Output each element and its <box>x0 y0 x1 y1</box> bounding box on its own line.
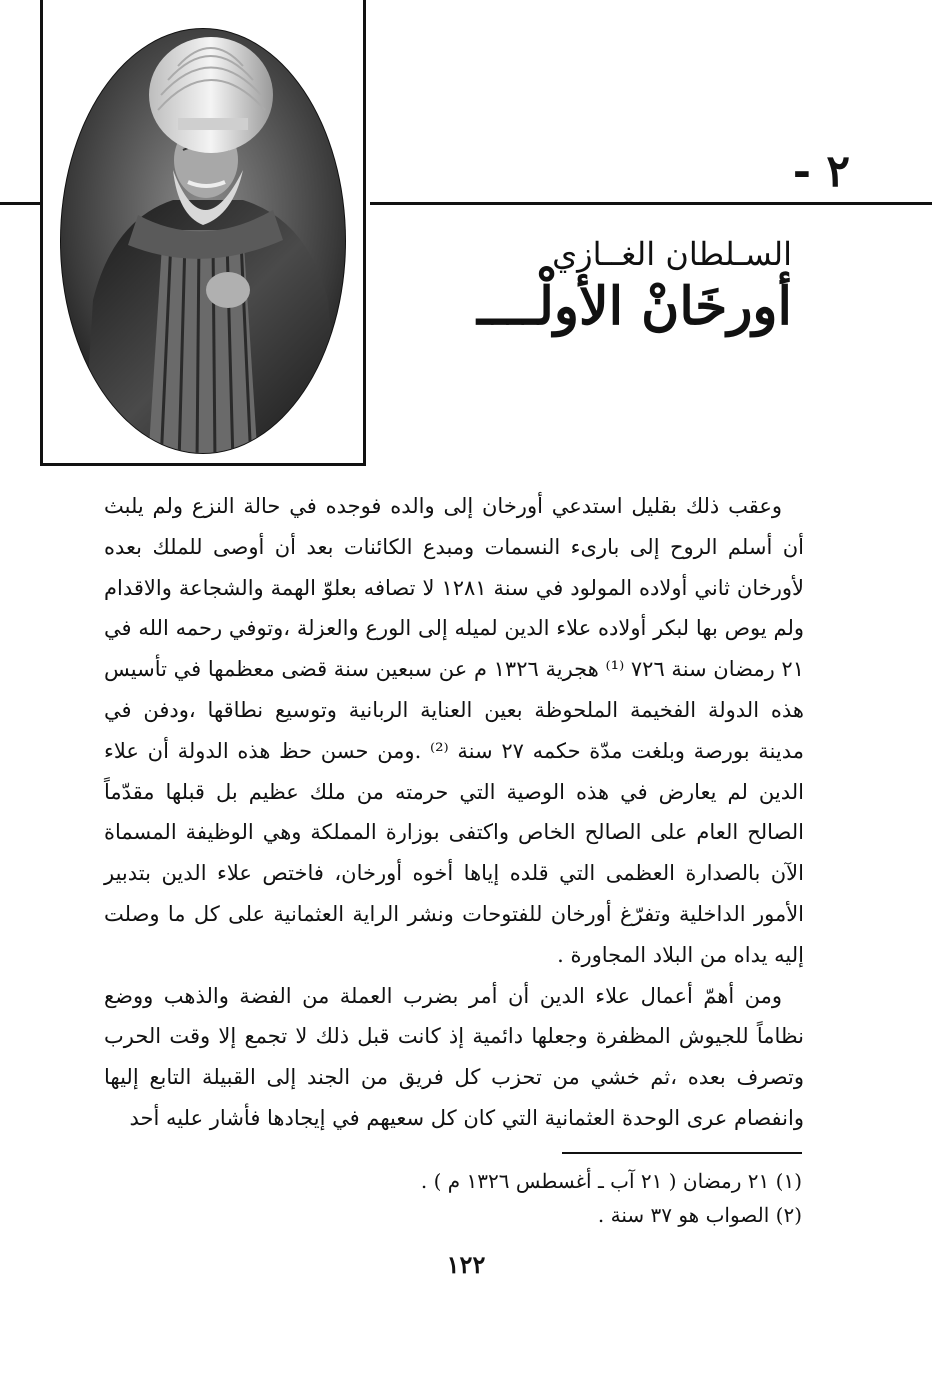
title-block <box>372 232 792 338</box>
paragraph: ومن أهمّ أعمال علاء الدين أن أمر بضرب العملة من الفضة والذهب ووضع نظاماً للجيوش المظفرة وجعلها دائمية إذ كانت قبل ذلك لا تجمع إلا وقت الحرب وتصرف بعده ،ثم خشي من تحزب كل فريق من الجند إلى القبيلة التابع إليها وانفصام عرى الوحدة العثمانية التي كان كل سعيهم في إيجادها فأشار عليه أحد <box>104 983 804 1130</box>
footnote-rule <box>562 1152 802 1154</box>
portrait-frame <box>40 0 366 466</box>
paragraph: وعقب ذلك بقليل استدعي أورخان إلى والده فوجده في حالة النزع ولم يلبث أن أسلم الروح إلى بارىء النسمات ومبدع الكائنات بعد أن أوصى للملك بعده لأورخان ثاني أولاده المولود في سنة ١٢٨١ لا تصافه بعلوّ الهمة والشجاعة والاقدام ولم يوص بها لبكر أولاده علاء الدين لميله إلى الورع والعزلة ،وتوفي رحمه الله في ٢١ رمضان سنة ٧٢٦ ⁽¹⁾ هجرية ١٣٢٦ م عن سبعين سنة قضى معظمها في تأسيس هذه الدولة الفخيمة الملحوظة بعين العناية الربانية وتوسيع نطاقها ،ودفن في مدينة بورصة وبلغت مدّة حكمه ٢٧ سنة ⁽²⁾ .ومن حسن حظ هذه الدولة أن علاء الدين لم يعارض في هذه الوصية التي حرمته من ملك عظيم بل قبلها مقدّماً الصالح العام على الصالح الخاص واكتفى بوزارة المملكة وهي الوظيفة المسماة الآن بالصدارة العظمى التي قلده إياها أخوه أورخان، فاختص علاء الدين بتدبير الأمور الداخلية وتفرّغ أورخان للفتوحات ونشر الراية العثمانية على كل ما وصلت إليه يداه من البلاد المجاورة . <box>104 494 804 967</box>
body-text <box>104 486 804 1139</box>
chapter-title: أورخَانْ الأولْــــ <box>477 276 792 337</box>
footnote-item: (٢) الصواب هو ٣٧ سنة . <box>597 1203 802 1227</box>
header-rule-right <box>370 202 932 205</box>
footnotes <box>122 1164 802 1232</box>
footnote-item: (١) ٢١ رمضان ( ٢١ آب ـ أغسطس ١٣٢٦ م ) . <box>420 1169 802 1193</box>
portrait-image <box>43 0 363 463</box>
header-rule-left <box>0 202 40 205</box>
chapter-number: ٢ - <box>792 146 850 197</box>
page-number: ١٢٢ <box>446 1250 486 1279</box>
chapter-subtitle: السـلطان الغــازي <box>552 235 792 273</box>
